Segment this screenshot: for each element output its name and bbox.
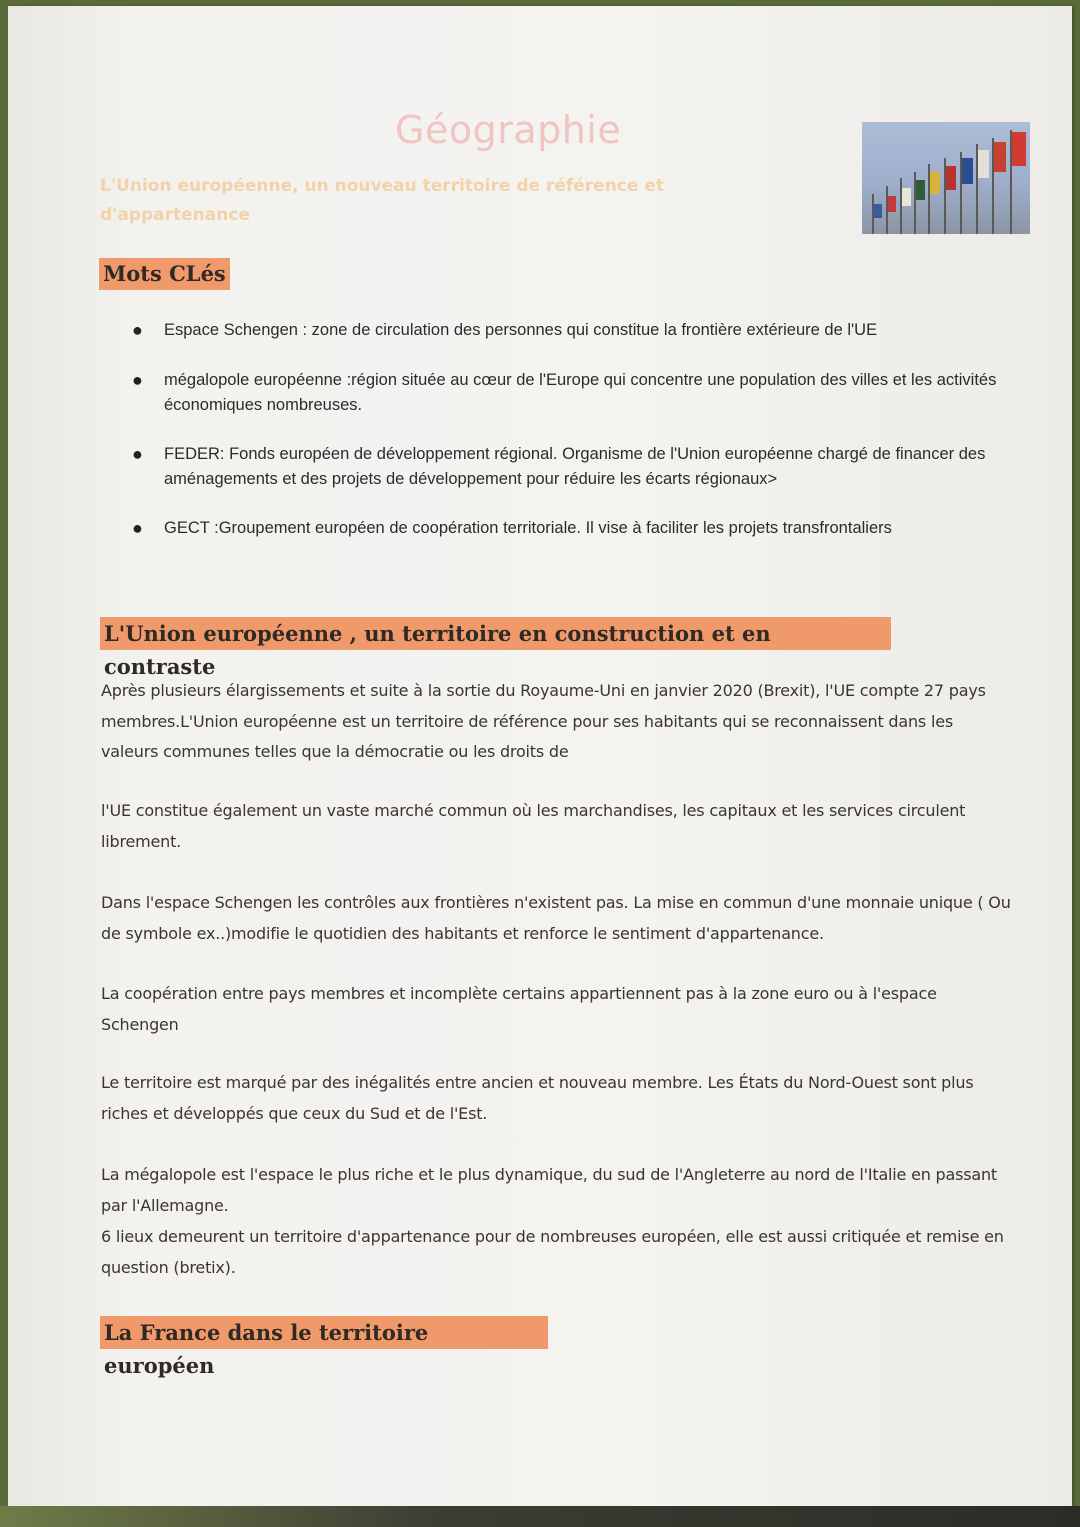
bullet-icon: ● [132,444,143,464]
page-title: Géographie [395,108,622,152]
list-item [132,442,1002,492]
paragraph: l'UE constitue également un vaste marché commun où les marchandises, les capitaux et les services circulent librement. [101,801,966,851]
eu-flags-photo-icon [862,122,1030,234]
paragraph: La mégalopole est l'espace le plus riche et le plus dynamique, du sud de l'Angleterre au nord de l'Italie en passant par l'Allemagne. [101,1165,997,1215]
keyword-text: mégalopole européenne :région située au cœur de l'Europe qui concentre une population des villes et les activités économiques nombreuses. [164,371,997,414]
keywords-heading: Mots CLés [99,258,230,290]
list-item [132,318,1002,343]
paragraph: Après plusieurs élargissements et suite à la sortie du Royaume-Uni en janvier 2020 (Brexit), l'UE compte 27 pays membres.L'Union européenne est un territoire de référence pour ses habitants qui se reconnaissent dans les valeurs communes telles que la démocratie ou les droits de [101,681,986,761]
keyword-text: FEDER: Fonds européen de développement régional. Organisme de l'Union européenne chargé de financer des aménagements et des projets de développement pour réduire les écarts régionaux> [164,445,986,488]
bullet-icon: ● [132,518,143,538]
section-heading-ue: L'Union européenne , un territoire en construction et en contraste [100,617,891,650]
keyword-text: Espace Schengen : zone de circulation des personnes qui constitue la frontière extérieure de l'UE [164,321,878,339]
page-subtitle: L'Union européenne, un nouveau territoire de référence et d'appartenance [100,176,664,225]
paragraph: La coopération entre pays membres et incomplète certains appartiennent pas à la zone euro ou à l'espace Schengen [101,984,937,1034]
paragraph: Dans l'espace Schengen les contrôles aux frontières n'existent pas. La mise en commun d'une monnaie unique ( Ou de symbole ex..)modifie le quotidien des habitants et renforce le sentiment d'appartenance. [101,893,1011,943]
list-item [132,368,1002,418]
paragraph: 6 lieux demeurent un territoire d'appartenance pour de nombreuses européen, elle est aussi critiquée et remise en question (bretix). [101,1227,1004,1277]
page-shadow [0,1506,1080,1527]
section-heading-france: La France dans le territoire européen [100,1316,548,1349]
keywords-list [132,318,1002,541]
bullet-icon: ● [132,370,143,390]
keyword-text: GECT :Groupement européen de coopération territoriale. Il vise à faciliter les projets transfrontaliers [164,519,892,537]
list-item [132,516,1002,541]
bullet-icon: ● [132,320,143,340]
paragraph: Le territoire est marqué par des inégalités entre ancien et nouveau membre. Les États du Nord-Ouest sont plus riches et développés que ceux du Sud et de l'Est. [101,1073,974,1123]
